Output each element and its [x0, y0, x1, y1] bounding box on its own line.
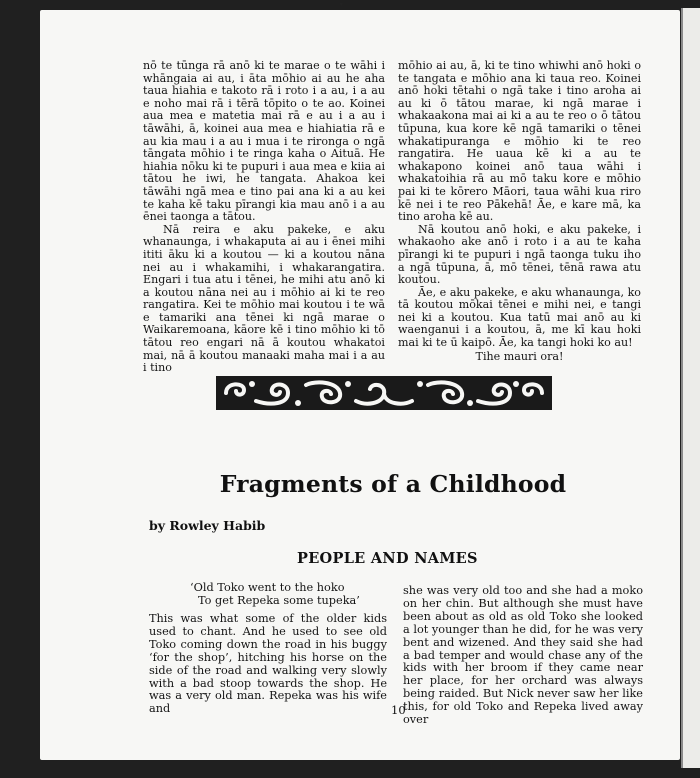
verse-epigraph	[190, 582, 360, 608]
paragraph: she was very old too and she had a moko on her chin. But although she must have been about as old as old Toko she looked a lot younger than he did, for he was very bent and wizened. And they said she had a bad temper and would chase any of the kids with her broom if they came near her place, for her orchard was always being raided. But Nick never saw her like this, for old Toko and Repeka lived away over	[403, 584, 643, 727]
next-page-edge	[683, 8, 700, 768]
maori-text-right-column	[398, 60, 641, 363]
paragraph: nō te tūnga rā anō ki te marae o te wāhi i whāngaia ai au, i āta mōhio ai au he aha taua hiahia e takoto rā i roto i a au, i a au e noho mai rā i tērā tōpito o te ao. Koinei aua mea e matetia mai rā e au i a au i tāwāhi, ā, koinei aua mea e hiahiatia rā e au kia mau i a au i mua i te rironga o ngā tāngata mōhio i te ringa kaha o Aituā. He hiahia nōku ki te pupuri i aua mea e kiia ai tātou he iwi, he tangata. Ahakoa kei tāwāhi ngā mea e tino pai ana ki a au kei te kaha kē taku pīrangi kia mau anō i a au ēnei taonga a tātou.	[143, 59, 385, 224]
verse-line: ‘Old Toko went to the hoko	[190, 581, 345, 594]
paragraph: mōhio ai au, ā, ki te tino whiwhi anō hoki o te tangata e mōhio ana ki taua reo. Koinei anō hoki tētahi o ngā take i tino aroha ai au ki ō tātou marae, ki ngā marae i whakaakona mai ai ki a au te reo o ō tātou tūpuna, kua kore kē ngā tamariki o tēnei whakatipuranga e mōhio ki te reo rangatira. He uaua kē ki a au te whakapono koinei anō taua wāhi i whakatoihia rā au mō taku kore e mōhio pai ki te kōrero Māori, taua wāhi kua riro kē nei i te reo Pākehā! Āe, e kare mā, ka tino aroha kē au.	[398, 59, 641, 224]
print-mark: ▾	[339, 0, 344, 10]
byline: by Rowley Habib	[149, 518, 266, 533]
article-right-column	[403, 585, 643, 727]
page-number: 10	[391, 703, 406, 717]
paragraph: Nā reira e aku pakeke, e aku whanaunga, i whakaputa ai au i ēnei mihi ititi āku ki a koutou — ki a koutou nāna nei au i whakamihi, i whakarangatira. Engari i tua atu i tēnei, he mihi atu anō ki a koutou nāna nei au i mōhio ai ki te reo rangatira. Kei te mōhio mai koutou i te wā e tamariki ana tēnei ki ngā marae o Waikaremoana, kāore kē i tino mōhio ki tō tātou reo engari nā ā koutou whakatoi mai, nā ā koutou manaaki maha mai i a au i tino	[143, 222, 385, 375]
maori-text-left-column	[143, 60, 385, 375]
kowhaiwhai-ornament	[216, 376, 552, 410]
paragraph: Āe, e aku pakeke, e aku whanaunga, ko tā koutou mōkai tēnei e mihi nei, e tangi nei ki a koutou. Kua tatū mai anō au ki waenganui i a koutou, ā, me kī kau hoki mai ki te ū kaipō. Āe, ka tangi hoki ko au!	[398, 285, 641, 350]
verse-line: To get Repeka some tupeka’	[198, 593, 360, 607]
paragraph: Nā koutou anō hoki, e aku pakeke, i whakaoho ake anō i roto i a au te kaha pīrangi ki te pupuri i ngā taonga tuku iho a ngā tūpuna, ā, mō tēnei, tēnā rawa atu koutou.	[398, 222, 641, 287]
paragraph: This was what some of the older kids used to chant. And he used to see old Toko coming down the road in his buggy ‘for the shop’, hitching his horse on the side of the road and walking very slowly with a bad stoop towards the shop. He was a very old man. Repeka was his wife and	[149, 612, 387, 716]
signoff: Tihe mauri ora!	[475, 349, 564, 363]
article-title: Fragments of a Childhood	[219, 470, 567, 498]
article-left-column	[149, 613, 387, 716]
section-heading: PEOPLE AND NAMES	[297, 550, 478, 567]
